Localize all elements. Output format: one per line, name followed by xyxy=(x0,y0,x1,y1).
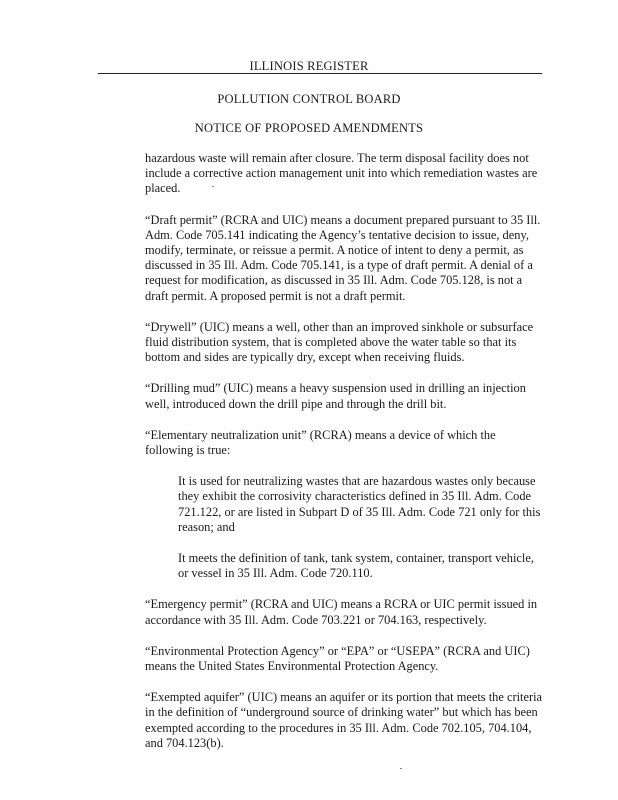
notice-title: NOTICE OF PROPOSED AMENDMENTS xyxy=(194,121,424,135)
board-name: POLLUTION CONTROL BOARD xyxy=(217,92,401,106)
indented-item-tank-definition: It meets the definition of tank, tank system, container, transport vehicle, or vessel in 35 Ill. Adm. Code 720.110. xyxy=(178,551,534,581)
paragraph-exempted-aquifer: “Exempted aquifer” (UIC) means an aquifer or its portion that meets the criteria in the definition of “underground source of drinking water” but which has been exempted according to the procedures in 35 Ill. Adm. Code 702.105, 704.104, and 704.123(b). xyxy=(145,690,543,750)
paragraph-disposal-continuation: hazardous waste will remain after closure. The term disposal facility does not include a corrective action management unit into which remediation wastes are placed. xyxy=(145,151,538,196)
paragraph-epa: “Environmental Protection Agency” or “EPA” or “USEPA” (RCRA and UIC) means the United States Environmental Protection Agency. xyxy=(145,643,530,674)
scan-speck xyxy=(400,768,402,769)
indented-item-neutralizing: It is used for neutralizing wastes that are hazardous wastes only because they exhibit the corrosivity characteristics defined in 35 Ill. Adm. Code 721.122, or are listed in Subpart D of 35 Ill. Adm. Code 721 only for this reason; and xyxy=(178,474,541,534)
scan-speck xyxy=(212,186,214,187)
paragraph-emergency-permit: “Emergency permit” (RCRA and UIC) means a RCRA or UIC permit issued in accordance with 35 Ill. Adm. Code 703.221 or 704.163, respectively. xyxy=(145,597,538,627)
paragraph-elementary-neutralization-unit: “Elementary neutralization unit” (RCRA) means a device of which the following is true: xyxy=(145,427,496,458)
document-body xyxy=(145,151,545,767)
header-rule xyxy=(98,73,542,74)
register-header: ILLINOIS REGISTER xyxy=(249,59,369,73)
paragraph-drilling-mud: “Drilling mud” (UIC) means a heavy suspension used in drilling an injection well, introduced down the drill pipe and through the drill bit. xyxy=(145,381,526,411)
paragraph-drywell: “Drywell” (UIC) means a well, other than an improved sinkhole or subsurface fluid distribution system, that is completed above the water table so that its bottom and sides are typically dry, except when receiving fluids. xyxy=(145,319,534,365)
paragraph-draft-permit: “Draft permit” (RCRA and UIC) means a document prepared pursuant to 35 Ill. Adm. Code 705.141 indicating the Agency’s tentative decision to issue, deny, modify, terminate, or reissue a permit. A notice of intent to deny a permit, as discussed in 35 Ill. Adm. Code 705.141, is a type of draft permit. A denial of a request for modification, as discussed in 35 Ill. Adm. Code 705.128, is not a draft permit. A proposed permit is not a draft permit. xyxy=(145,212,541,303)
